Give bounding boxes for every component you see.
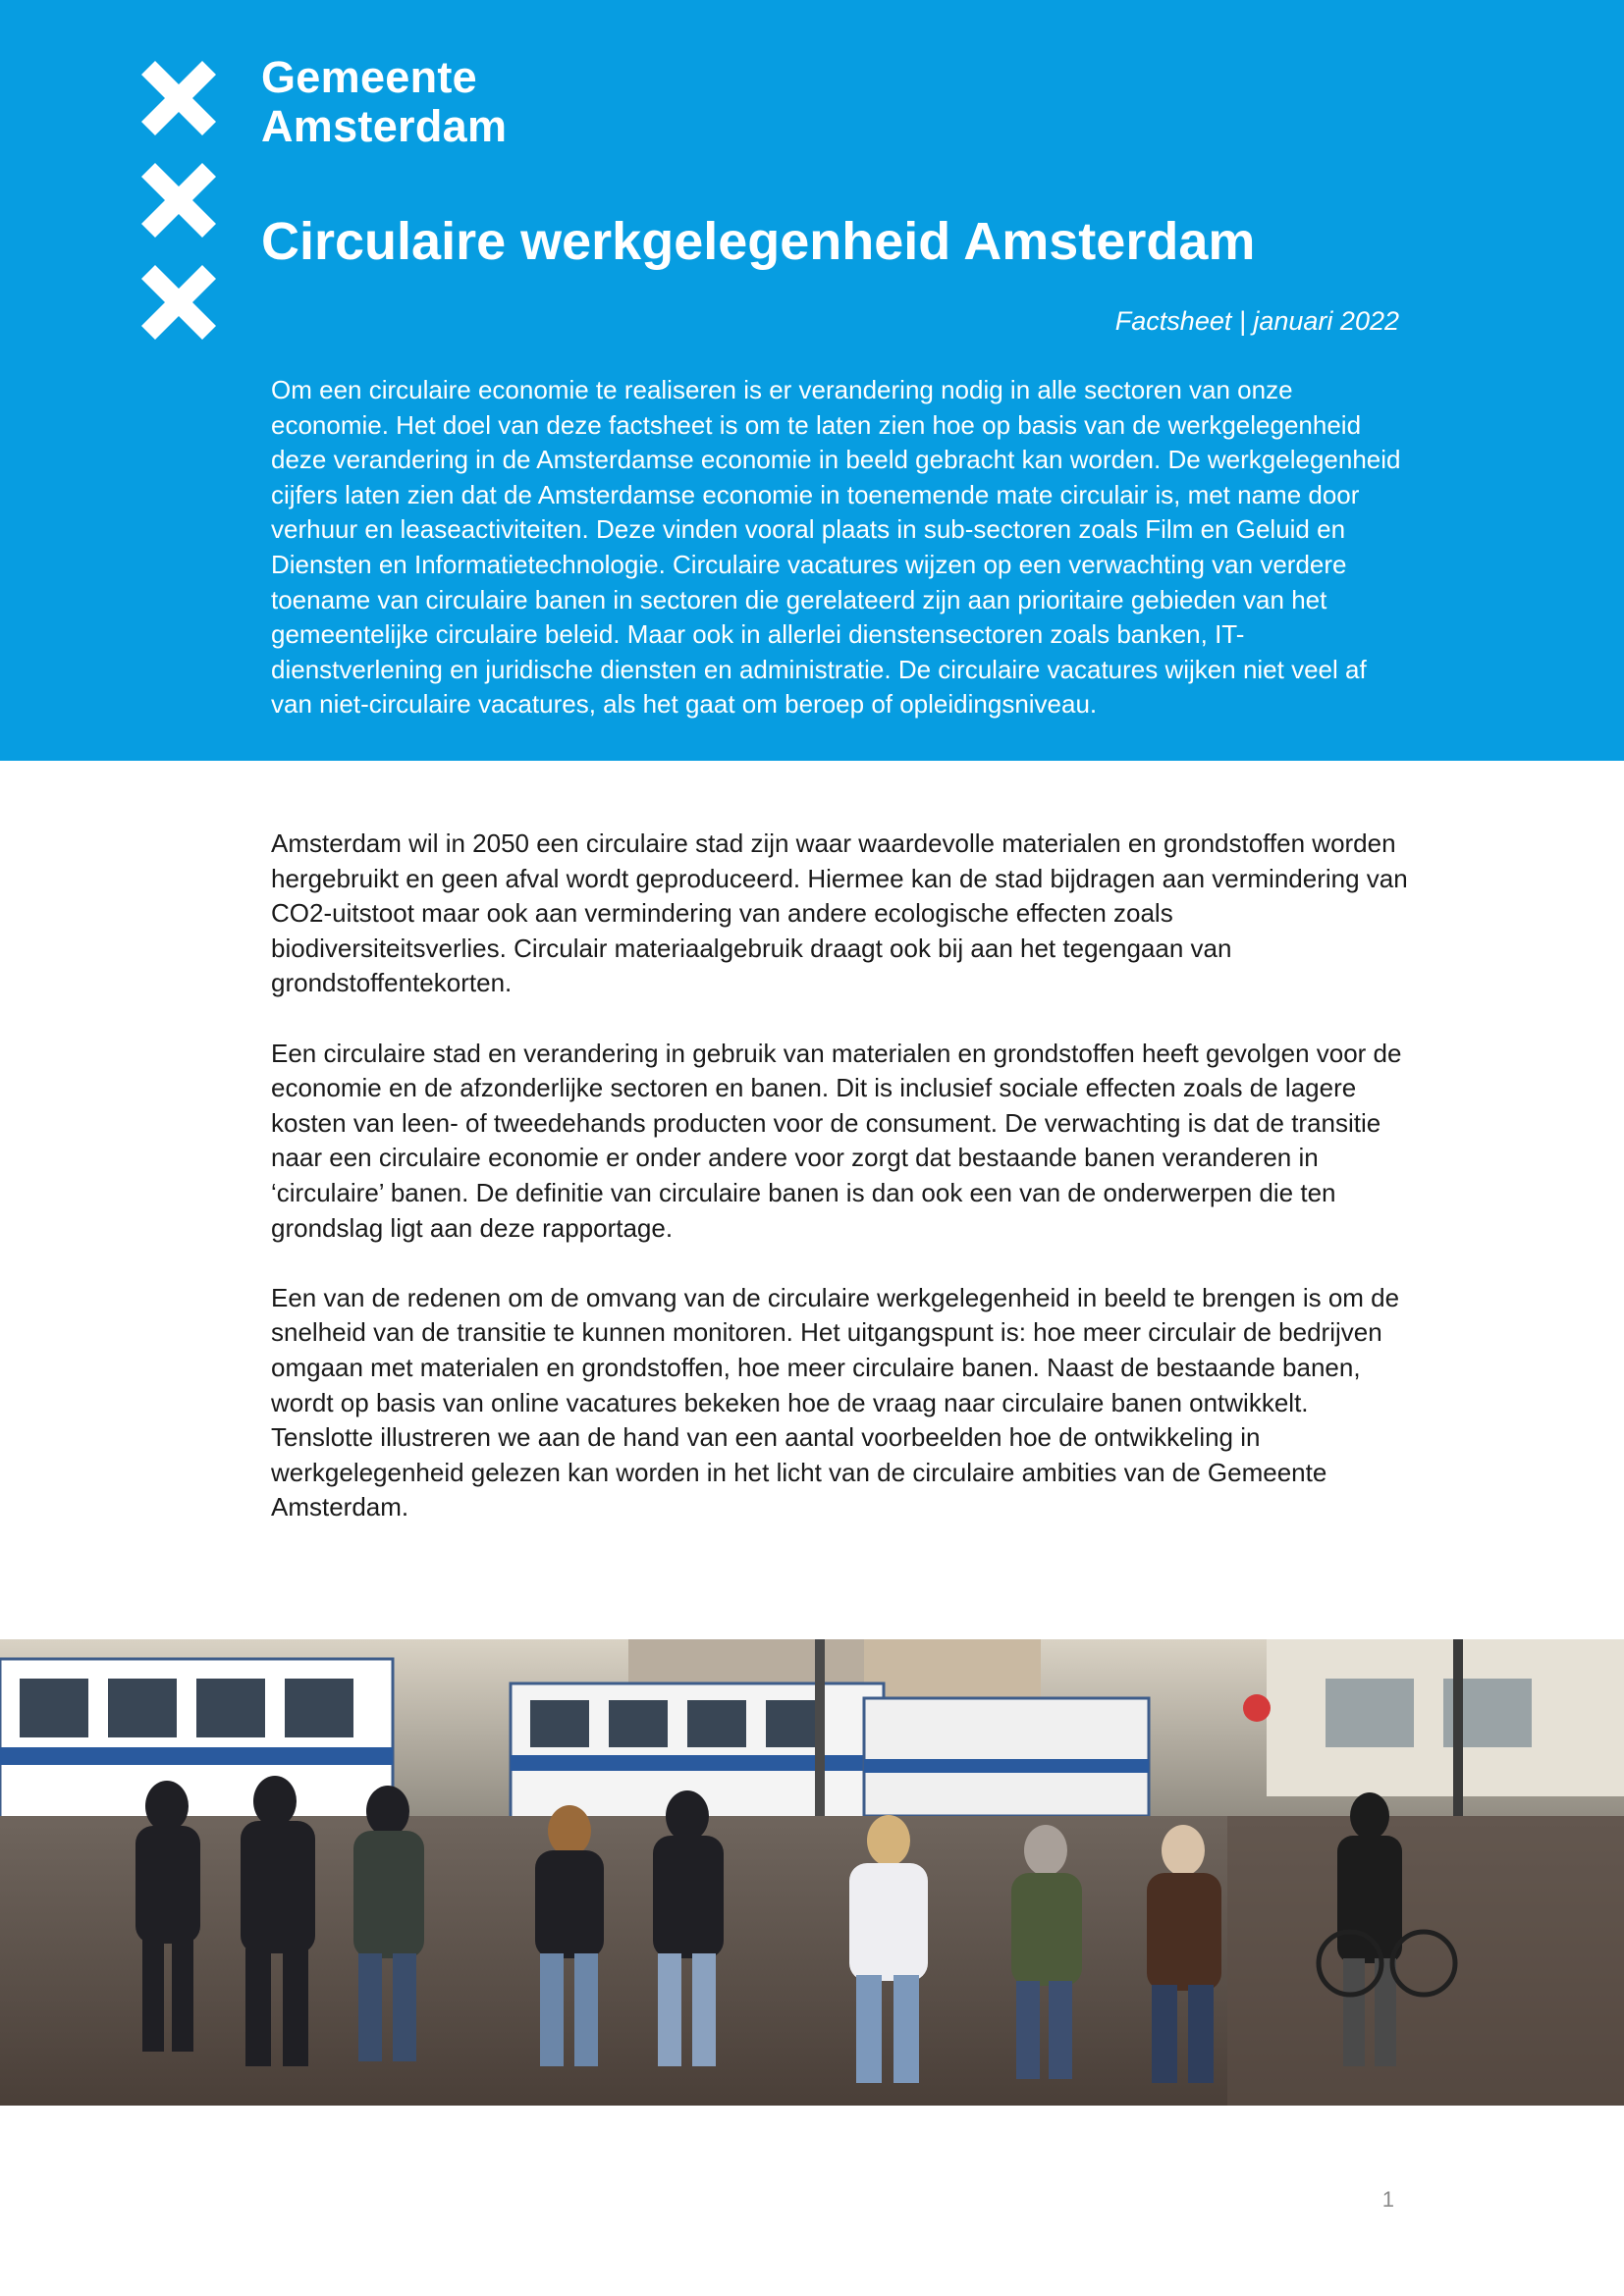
brand-wordmark [261, 53, 507, 151]
body-paragraph-1: Amsterdam wil in 2050 een circulaire stad zijn waar waardevolle materialen en grondstoffen worden hergebruikt en geen afval wordt geproduceerd. Hiermee kan de stad bijdragen aan vermindering van CO2-uitstoot maar ook aan vermindering van andere ecologische effecten zoals biodiversiteitsverlies. Circulair materiaalgebruik draagt ook bij aan het tegengaan van grondstoffentekorten. [271, 828, 1408, 998]
x-cross-icon [135, 259, 222, 346]
page-number: 1 [1381, 2187, 1394, 2212]
brand-line-2: Amsterdam [261, 101, 508, 151]
brand-line-1: Gemeente [261, 52, 477, 102]
street-scene-icon [0, 1639, 1624, 2106]
body-paragraph-3: Een van de redenen om de omvang van de circulaire werkgelegenheid in beeld te brengen is om de snelheid van de transitie te kunnen monitoren. Het uitgangspunt is: hoe meer circulair de bedrijven omgaan met materialen en grondstoffen, hoe meer circulaire banen. Naast de bestaande banen, wordt op basis van online vacatures bekeken hoe de vraag naar circulaire banen ontwikkelt. Tenslotte illustreren we aan de hand van een aantal voorbeelden hoe de ontwikkeling in werkgelegenheid gelezen kan worden in het licht van de circulaire ambities van de Gemeente Amsterdam. [271, 1282, 1400, 1522]
street-photo [0, 1639, 1624, 2106]
body-paragraph-2: Een circulaire stad en verandering in gebruik van materialen en grondstoffen heeft gevolgen voor de economie en de afzonderlijke sectoren en banen. Dit is inclusief sociale effecten zoals de lagere kosten van leen- of tweedehands producten voor de consument. De verwachting is dat de transitie naar een circulaire economie er onder andere voor zorgt dat bestaande banen veranderen in ‘circulaire’ banen. De definitie van circulaire banen is dan ook een van de onderwerpen die ten grondslag ligt aan deze rapportage. [271, 1038, 1402, 1243]
x-cross-icon [135, 157, 222, 243]
intro-paragraph: Om een circulaire economie te realiseren is er verandering nodig in alle sectoren van onze economie. Het doel van deze factsheet is om te laten zien hoe op basis van de werkgelegenheid deze verandering in de Amsterdamse economie in beeld gebracht kan worden. De werkgelegenheid cijfers laten zien dat de Amsterdamse economie in toenemende mate circulair is, met name door verhuur en leaseactiviteiten. Deze vinden vooral plaats in sub-sectoren zoals Film en Geluid en Diensten en Informatietechnologie. Circulaire vacatures wijzen op een verwachting van verdere toename van circulaire banen in sectoren die gerelateerd zijn aan prioritaire gebieden van het gemeentelijke circulaire beleid. Maar ook in allerlei dienstensectoren zoals banken, IT-dienstverlening en juridische diensten en administratie. De circulaire vacatures wijken niet veel af van niet-circulaire vacatures, als het gaat om beroep of opleidingsniveau. [271, 375, 1401, 720]
x-cross-icon [135, 55, 222, 141]
body-text [271, 827, 1410, 1560]
document-subtitle: Factsheet | januari 2022 [1114, 306, 1399, 336]
header-banner [0, 0, 1624, 761]
page-title: Circulaire werkgelegenheid Amsterdam [261, 212, 1256, 271]
